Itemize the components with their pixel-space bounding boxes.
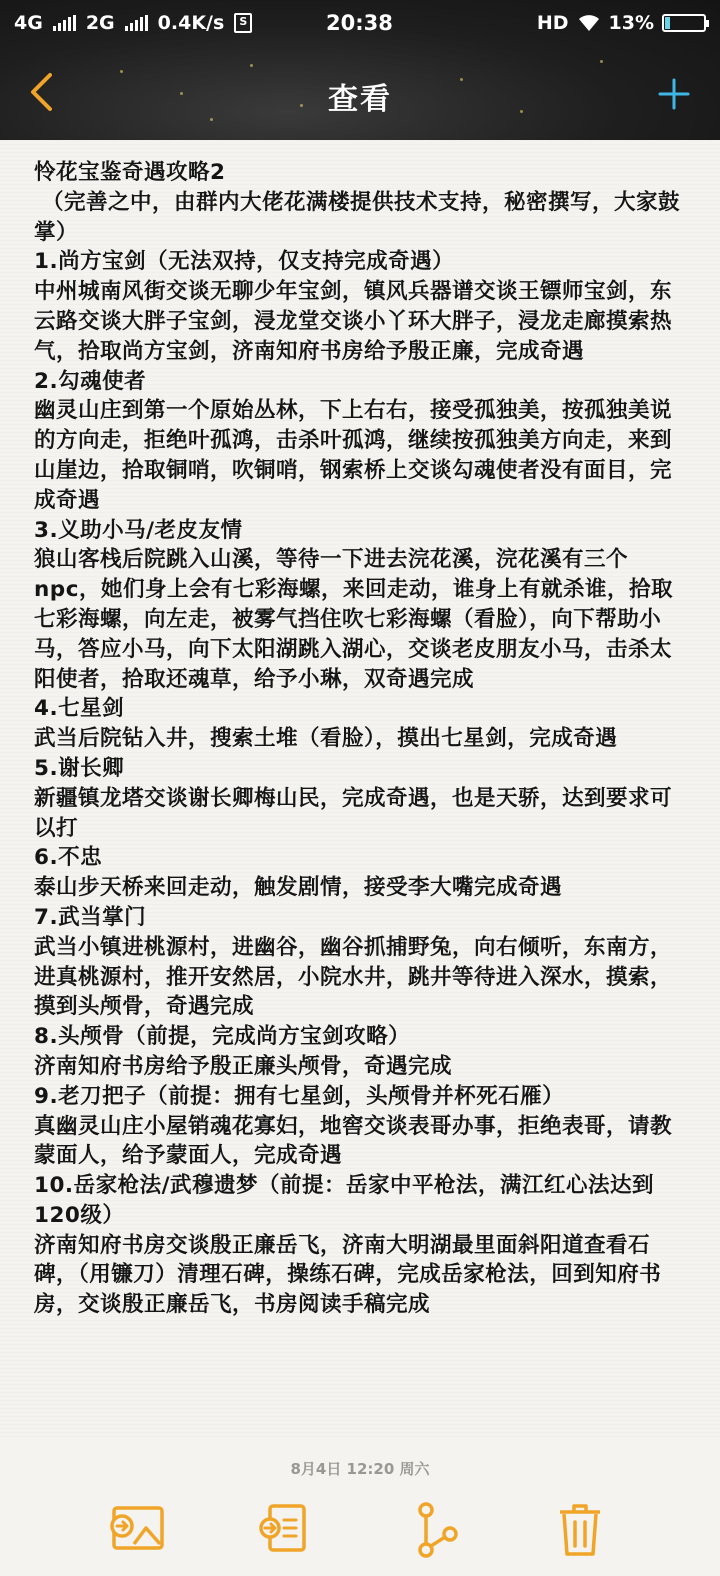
clock: 20:38 bbox=[326, 11, 393, 35]
note-line: （完善之中，由群内大佬花满楼提供技术支持，秘密撰写，大家鼓掌） bbox=[34, 189, 681, 245]
note-line: 新疆镇龙塔交谈谢长卿梅山民，完成奇遇，也是天骄，达到要求可以打 bbox=[34, 785, 673, 841]
note-heading: 6.不忠 bbox=[34, 845, 103, 871]
image-export-icon bbox=[104, 1500, 168, 1556]
navigation-bar bbox=[0, 48, 720, 140]
share-button[interactable] bbox=[404, 1500, 468, 1564]
note-line: 武当小镇进桃源村，进幽谷，幽谷抓捕野兔，向右倾听，东南方，进真桃源村，推开安然居，小院水井，跳井等待进入深水，摸索，摸到头颅骨，奇遇完成 bbox=[34, 934, 673, 1020]
note-line: 武当后院钻入井，搜索土堆（看脸），摸出七星剑，完成奇遇 bbox=[34, 726, 618, 752]
note-line: 济南知府书房给予殷正廉头颅骨，奇遇完成 bbox=[34, 1053, 453, 1079]
signal-icon bbox=[53, 15, 76, 31]
note-heading: 9.老刀把子（前提：拥有七星剑，头颅骨并杯死石雁） bbox=[34, 1083, 565, 1109]
battery-icon bbox=[662, 14, 706, 32]
note-line: 泰山步天桥来回走动，触发剧情，接受李大嘴完成奇遇 bbox=[34, 875, 563, 901]
hd-indicator: HD bbox=[536, 12, 569, 34]
data-saver-icon: S bbox=[234, 13, 252, 33]
note-heading: 4.七星剑 bbox=[34, 696, 125, 722]
network-type-1: 4G bbox=[14, 12, 43, 34]
note-line: 真幽灵山庄小屋销魂花寡妇，地窖交谈表哥办事，拒绝表哥，请教蒙面人，给予蒙面人，完成奇遇 bbox=[34, 1113, 673, 1169]
export-text-button[interactable] bbox=[256, 1500, 320, 1564]
bottom-toolbar bbox=[0, 1490, 720, 1576]
share-icon bbox=[404, 1500, 468, 1560]
text-export-icon bbox=[256, 1500, 320, 1556]
note-text[interactable] bbox=[34, 158, 686, 1320]
note-heading: 7.武当掌门 bbox=[34, 904, 147, 930]
note-heading: 10.岳家枪法/武穆遗梦（前提：岳家中平枪法，满江红心法达到120级） bbox=[34, 1173, 654, 1228]
note-content-area[interactable] bbox=[0, 140, 720, 1440]
network-speed: 0.4K/s bbox=[157, 12, 225, 34]
page-title: 查看 bbox=[328, 82, 392, 117]
battery-percent: 13% bbox=[608, 12, 654, 34]
note-heading: 1.尚方宝剑（无法双持，仅支持完成奇遇） bbox=[34, 249, 455, 275]
note-heading: 3.义助小马/老皮友情 bbox=[34, 517, 243, 543]
export-image-button[interactable] bbox=[104, 1500, 168, 1564]
header-background bbox=[0, 0, 720, 140]
trash-icon bbox=[548, 1500, 612, 1560]
note-line: 幽灵山庄到第一个原始丛林，下上右右，接受孤独美，按孤独美说的方向走，拒绝叶孤鸿，击杀叶孤鸿，继续按孤独美方向走，来到山崖边，拾取铜哨，吹铜哨，钢索桥上交谈勾魂使者没有面目，完成奇遇 bbox=[34, 398, 673, 513]
wifi-icon bbox=[577, 14, 601, 32]
note-heading: 2.勾魂使者 bbox=[34, 368, 147, 394]
note-line: 中州城南风街交谈无聊少年宝剑，镇风兵器谱交谈王镖师宝剑，东云路交谈大胖子宝剑，浸龙堂交谈小丫环大胖子，浸龙走廊摸索热气，拾取尚方宝剑，济南知府书房给予殷正廉，完成奇遇 bbox=[34, 279, 673, 364]
note-date: 8月4日 12:20 周六 bbox=[290, 1460, 430, 1478]
note-line: 狼山客栈后院跳入山溪，等待一下进去浣花溪，浣花溪有三个npc，她们身上会有七彩海螺，来回走动，谁身上有就杀谁，拾取七彩海螺，向左走，被雾气挡住吹七彩海螺（看脸），向下帮助小马，答应小马，向下太阳湖跳入湖心，交谈老皮朋友小马，击杀太阳使者，拾取还魂草，给予小琳，双奇遇完成 bbox=[34, 547, 673, 692]
signal-icon-2 bbox=[125, 15, 148, 31]
status-bar bbox=[0, 0, 720, 48]
plus-icon bbox=[658, 78, 690, 110]
note-line: 济南知府书房交谈殷正廉岳飞，济南大明湖最里面斜阳道查看石碑，（用镰刀）清理石碑，操练石碑，完成岳家枪法，回到知府书房，交谈殷正廉岳飞，书房阅读手稿完成 bbox=[34, 1232, 662, 1318]
note-heading: 5.谢长卿 bbox=[34, 755, 125, 781]
note-heading: 8.头颅骨（前提，完成尚方宝剑攻略） bbox=[34, 1024, 411, 1050]
delete-button[interactable] bbox=[548, 1500, 612, 1564]
note-title: 怜花宝鉴奇遇攻略2 bbox=[34, 160, 226, 185]
add-button[interactable] bbox=[658, 64, 690, 124]
network-type-2: 2G bbox=[85, 12, 115, 34]
